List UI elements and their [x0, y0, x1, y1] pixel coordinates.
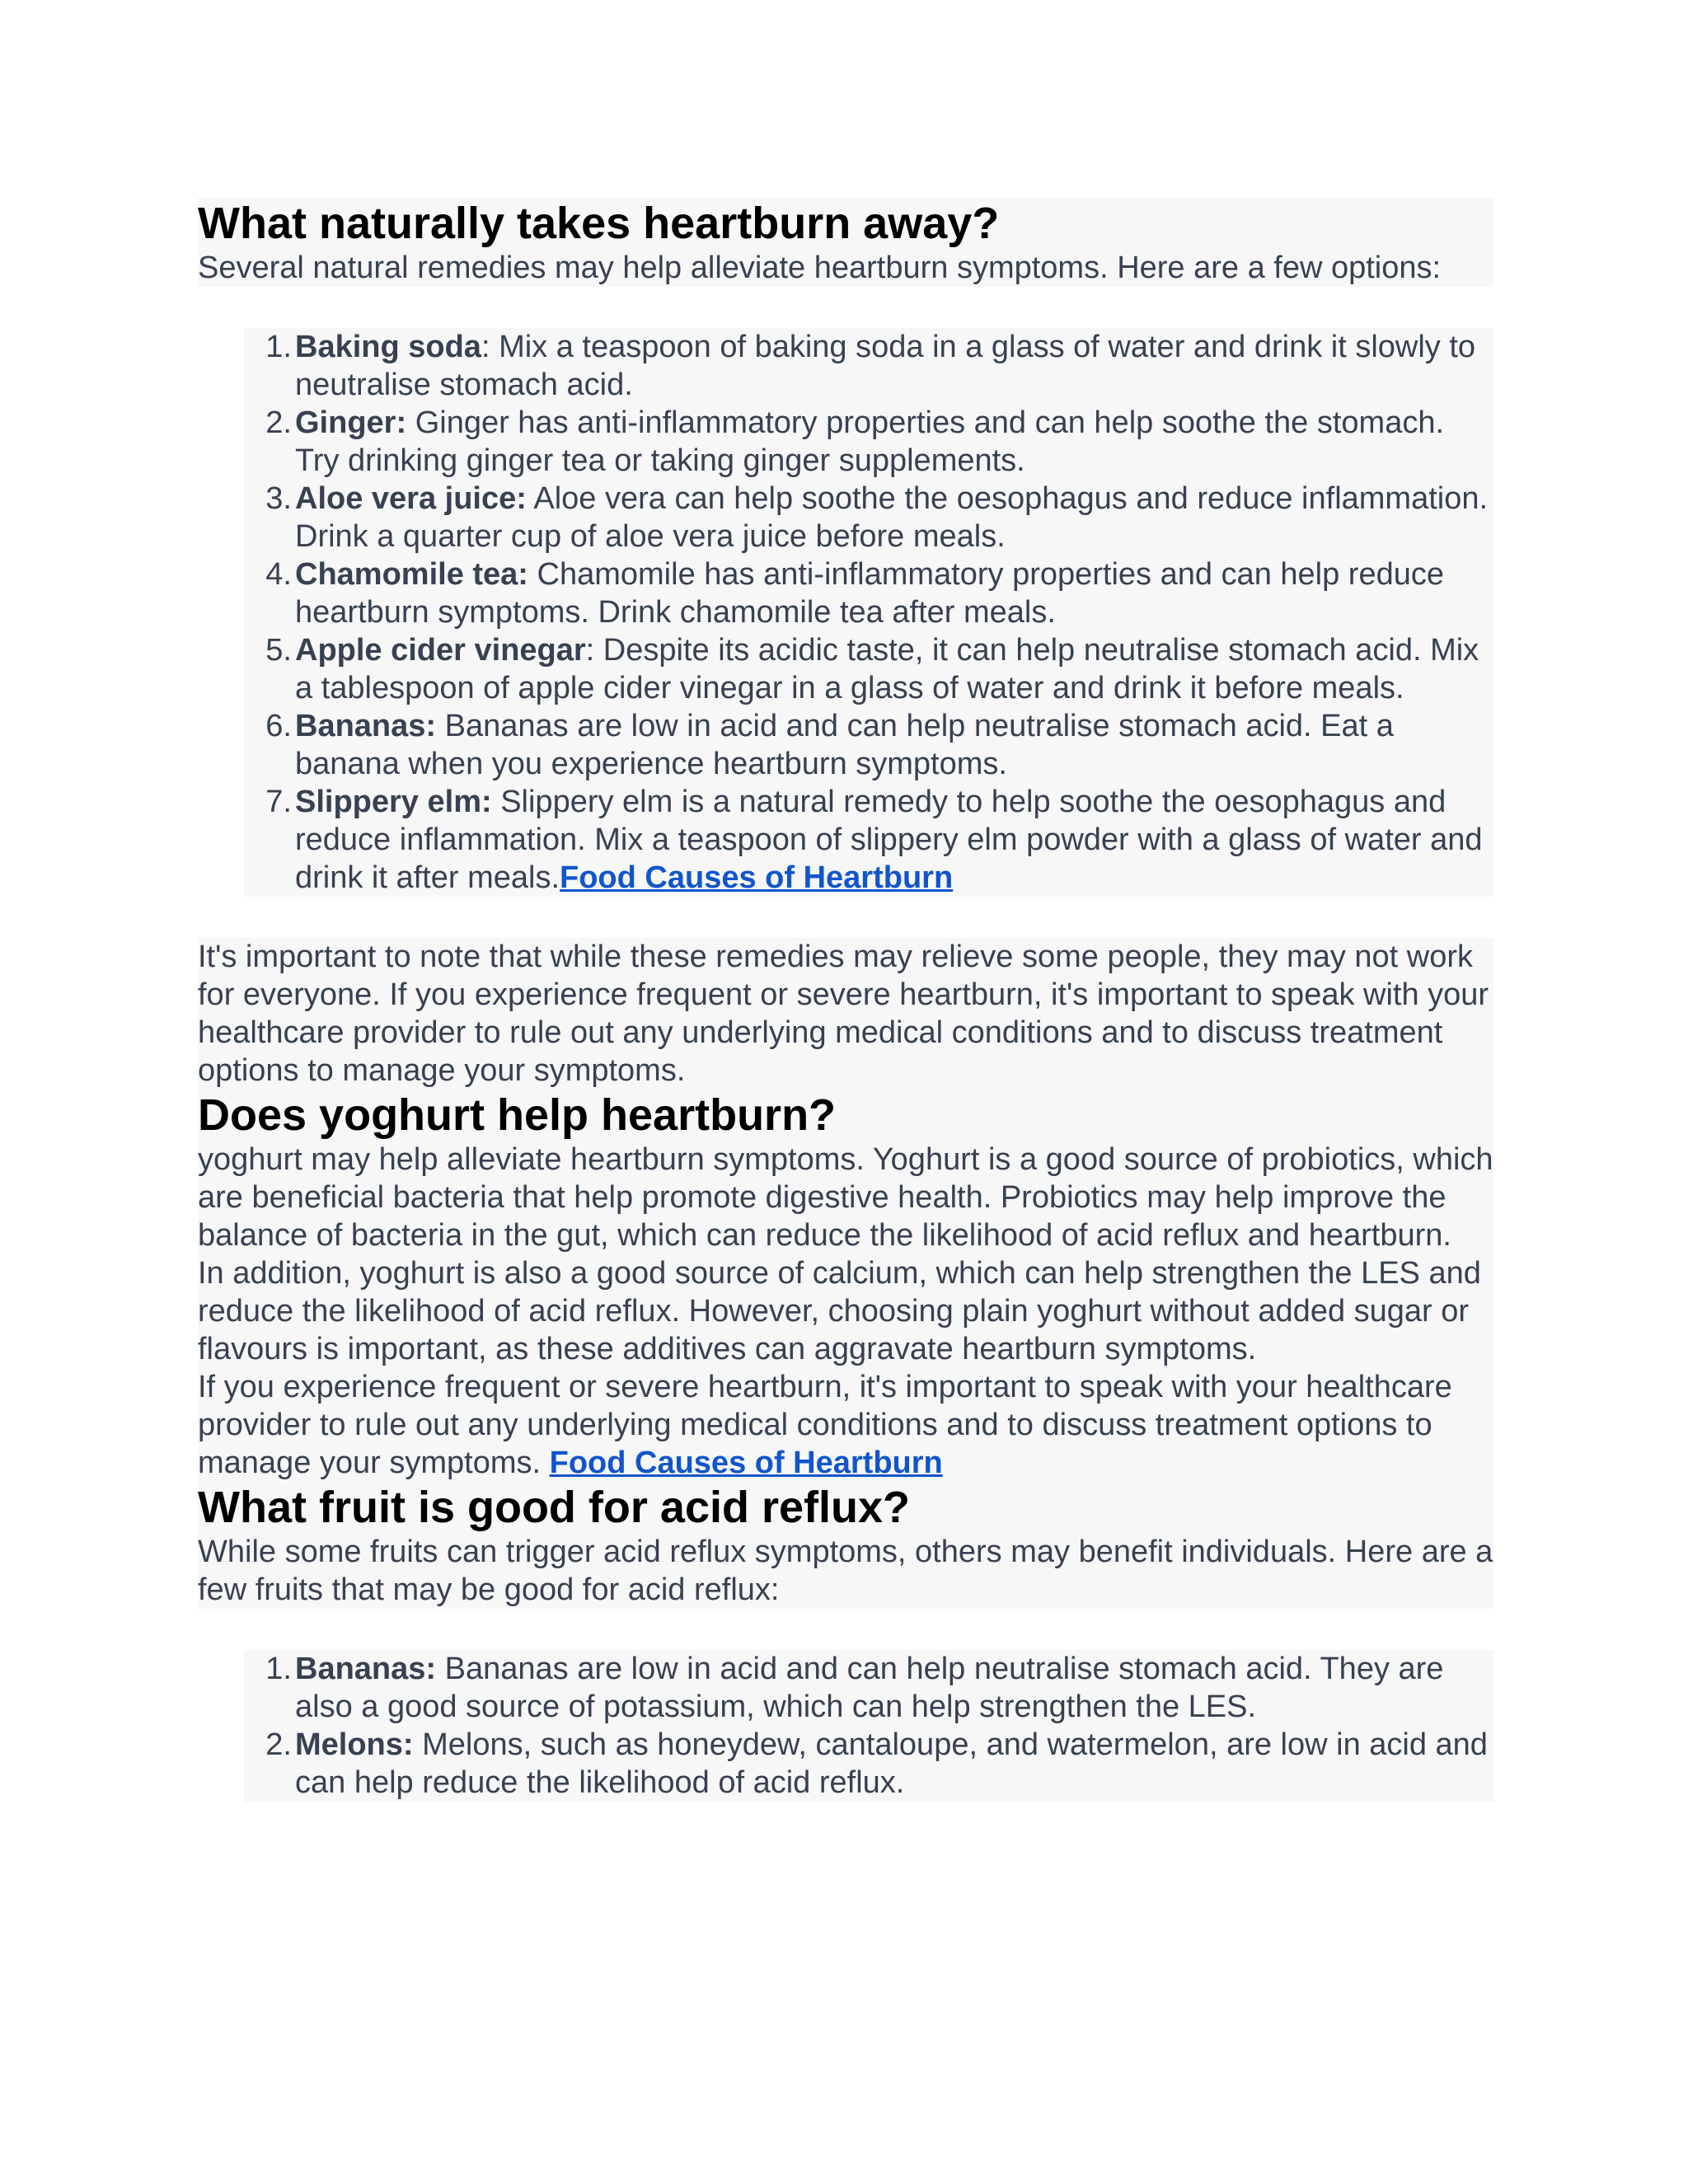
list-item-text: Mix a teaspoon of baking soda in a glass of water and drink it slowly to neutralise stomach acid. — [295, 330, 1476, 402]
list-number: 3. — [265, 481, 292, 516]
list-item-separator: : — [481, 330, 499, 364]
list-item-separator — [436, 709, 445, 743]
list-item-term: Chamomile tea: — [295, 557, 528, 592]
list-item-text: Aloe vera can help soothe the oesophagus and reduce inflammation. Drink a quarter cup of aloe vera juice before meals. — [295, 481, 1489, 554]
spacer — [198, 1609, 1493, 1650]
list-item-text: Bananas are low in acid and can help neutralise stomach acid. They are also a good source of potassium, which can help strengthen the LES. — [295, 1652, 1444, 1724]
list-item-term: Melons: — [295, 1727, 414, 1762]
list-item — [244, 631, 1493, 707]
remedies-list — [244, 328, 1493, 897]
section-continuous-block — [198, 938, 1493, 1609]
list-item-text: Ginger has anti-inflammatory properties and can help soothe the stomach. Try drinking ginger tea or taking ginger supplements. — [295, 405, 1445, 478]
list-item-body — [295, 707, 1493, 783]
food-causes-link[interactable]: Food Causes of Heartburn — [560, 860, 954, 895]
list-item-term: Slippery elm: — [295, 785, 492, 819]
list-item-separator — [436, 1652, 445, 1686]
heading-yoghurt: Does yoghurt help heartburn? — [198, 1090, 837, 1140]
list-item-term: Ginger: — [295, 405, 407, 440]
list-item-body — [295, 328, 1493, 404]
spacer — [198, 897, 1493, 938]
list-item-body — [295, 555, 1493, 631]
list-item-term: Apple cider vinegar — [295, 633, 586, 668]
list-item-separator: : — [585, 633, 603, 668]
list-item-body — [295, 783, 1493, 897]
list-number: 2. — [265, 1727, 292, 1762]
list-item — [244, 1726, 1493, 1802]
list-item-body — [295, 1650, 1493, 1726]
list-item-text: Despite its acidic taste, it can help neutralise stomach acid. Mix a tablespoon of apple cider vinegar in a glass of water and drink it before meals. — [295, 633, 1479, 705]
heading-natural-remedies: What naturally takes heartburn away? — [198, 199, 1000, 248]
intro-paragraph: Several natural remedies may help alleviate heartburn symptoms. Here are a few options: — [198, 251, 1442, 285]
list-item-text: Bananas are low in acid and can help neutralise stomach acid. Eat a banana when you experience heartburn symptoms. — [295, 709, 1394, 781]
list-item-term: Bananas: — [295, 709, 437, 743]
list-number: 7. — [265, 785, 292, 819]
fruit-intro-paragraph: While some fruits can trigger acid reflux symptoms, others may benefit individuals. Here are a few fruits that may be good for acid reflux: — [198, 1535, 1493, 1607]
list-item-term: Baking soda — [295, 330, 481, 364]
yoghurt-paragraph-3 — [198, 1368, 1493, 1482]
list-item — [244, 555, 1493, 631]
list-number: 4. — [265, 557, 292, 592]
food-causes-link[interactable]: Food Causes of Heartburn — [549, 1446, 943, 1480]
list-item-text: Slippery elm is a natural remedy to help soothe the oesophagus and reduce inflammation. Mix a teaspoon of slippery elm powder with a glass of water and drink it after meals. — [295, 785, 1483, 895]
list-number: 1. — [265, 330, 292, 364]
spacer — [198, 287, 1493, 328]
list-item-separator — [406, 405, 415, 440]
list-item — [244, 707, 1493, 783]
list-item — [244, 328, 1493, 404]
remedies-note: It's important to note that while these remedies may relieve some people, they may not work for everyone. If you experience frequent or severe heartburn, it's important to speak with your healthcare provider to rule out any underlying medical conditions and to discuss treatment options to manage your symptoms. — [198, 940, 1489, 1088]
list-item-text: Melons, such as honeydew, cantaloupe, and watermelon, are low in acid and can help reduce the likelihood of acid reflux. — [295, 1727, 1488, 1800]
yoghurt-paragraph-2: In addition, yoghurt is also a good source of calcium, which can help strengthen the LES and reduce the likelihood of acid reflux. However, choosing plain yoghurt without added sugar or flavours is important, as these additives can aggravate heartburn symptoms. — [198, 1256, 1481, 1366]
list-item-term: Aloe vera juice: — [295, 481, 527, 516]
section-heartburn-remedies-intro — [198, 198, 1493, 287]
list-number: 5. — [265, 633, 292, 668]
list-item-body — [295, 480, 1493, 555]
list-item — [244, 480, 1493, 555]
fruits-list — [244, 1650, 1493, 1802]
yoghurt-paragraph-3-text: If you experience frequent or severe heartburn, it's important to speak with your healthcare provider to rule out any underlying medical conditions and to discuss treatment options to manage your symptoms. — [198, 1370, 1452, 1480]
yoghurt-paragraph-1: yoghurt may help alleviate heartburn symptoms. Yoghurt is a good source of probiotics, which are beneficial bacteria that help promote digestive health. Probiotics may help improve the balance of bacteria in the gut, which can reduce the likelihood of acid reflux and heartburn. — [198, 1142, 1493, 1253]
list-item-separator — [528, 557, 537, 592]
list-item — [244, 783, 1493, 897]
list-item-separator — [414, 1727, 423, 1762]
heading-fruit-acid-reflux: What fruit is good for acid reflux? — [198, 1483, 910, 1532]
list-item-body — [295, 1726, 1493, 1802]
list-item-text: Chamomile has anti-inflammatory properties and can help reduce heartburn symptoms. Drink chamomile tea after meals. — [295, 557, 1444, 630]
list-item-separator — [492, 785, 501, 819]
list-item-body — [295, 631, 1493, 707]
list-number: 6. — [265, 709, 292, 743]
document-page — [198, 198, 1493, 1802]
list-item-term: Bananas: — [295, 1652, 437, 1686]
list-number: 1. — [265, 1652, 292, 1686]
list-item — [244, 1650, 1493, 1726]
list-number: 2. — [265, 405, 292, 440]
list-item — [244, 404, 1493, 480]
list-item-body — [295, 404, 1493, 480]
